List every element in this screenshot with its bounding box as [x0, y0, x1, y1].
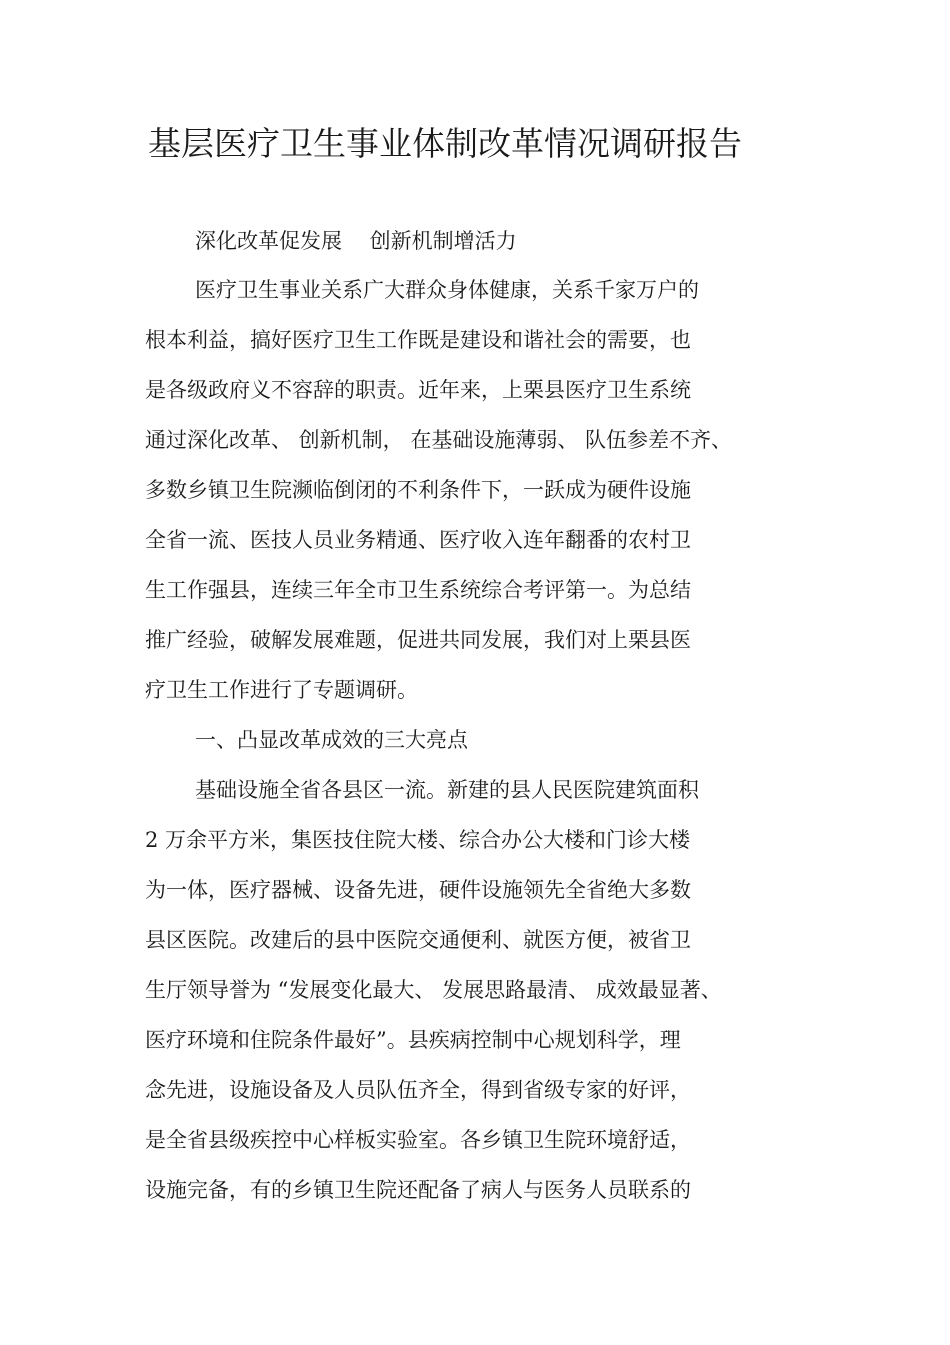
paragraph-line: 2 万余平方米，集医技住院大楼、综合办公大楼和门诊大楼: [145, 828, 691, 852]
paragraph-line: 推广经验，破解发展难题，促进共同发展，我们对上栗县医: [145, 628, 691, 652]
paragraph-line: 全省一流、医技人员业务精通、医疗收入连年翻番的农村卫: [145, 528, 691, 552]
paragraph-line: 通过深化改革、 创新机制， 在基础设施薄弱、 队伍参差不齐、: [145, 428, 733, 452]
paragraph-line: 是全省县级疾控中心样板实验室。各乡镇卫生院环境舒适，: [145, 1128, 691, 1152]
paragraph-line: 生工作强县，连续三年全市卫生系统综合考评第一。为总结: [145, 578, 691, 602]
paragraph-line: 生厅领导誉为 “发展变化最大、 发展思路最清、 成效最显著、: [145, 978, 722, 1002]
paragraph-line: 为一体，医疗器械、设备先进，硬件设施领先全省绝大多数: [145, 878, 691, 902]
paragraph-line: 设施完备，有的乡镇卫生院还配备了病人与医务人员联系的: [145, 1178, 691, 1202]
paragraph-line: 念先进，设施设备及人员队伍齐全，得到省级专家的好评，: [145, 1078, 691, 1102]
paragraph-line: 是各级政府义不容辞的职责。近年来，上栗县医疗卫生系统: [145, 378, 691, 402]
document-title: 基层医疗卫生事业体制改革情况调研报告: [148, 124, 742, 163]
paragraph-line: 医疗环境和住院条件最好”。县疾病控制中心规划科学，理: [145, 1028, 681, 1052]
paragraph-line: 基础设施全省各县区一流。新建的县人民医院建筑面积: [195, 778, 699, 802]
paragraph-line: 县区医院。改建后的县中医院交通便利、就医方便，被省卫: [145, 928, 691, 952]
subtitle-line: 深化改革促发展 创新机制增活力: [195, 229, 517, 253]
paragraph-line: 根本利益，搞好医疗卫生工作既是建设和谐社会的需要，也: [145, 328, 691, 352]
paragraph-line: 疗卫生工作进行了专题调研。: [145, 678, 418, 702]
paragraph-line: 医疗卫生事业关系广大群众身体健康，关系千家万户的: [195, 278, 699, 302]
paragraph-line: 多数乡镇卫生院濒临倒闭的不利条件下，一跃成为硬件设施: [145, 478, 691, 502]
section-heading: 一、凸显改革成效的三大亮点: [195, 728, 468, 752]
